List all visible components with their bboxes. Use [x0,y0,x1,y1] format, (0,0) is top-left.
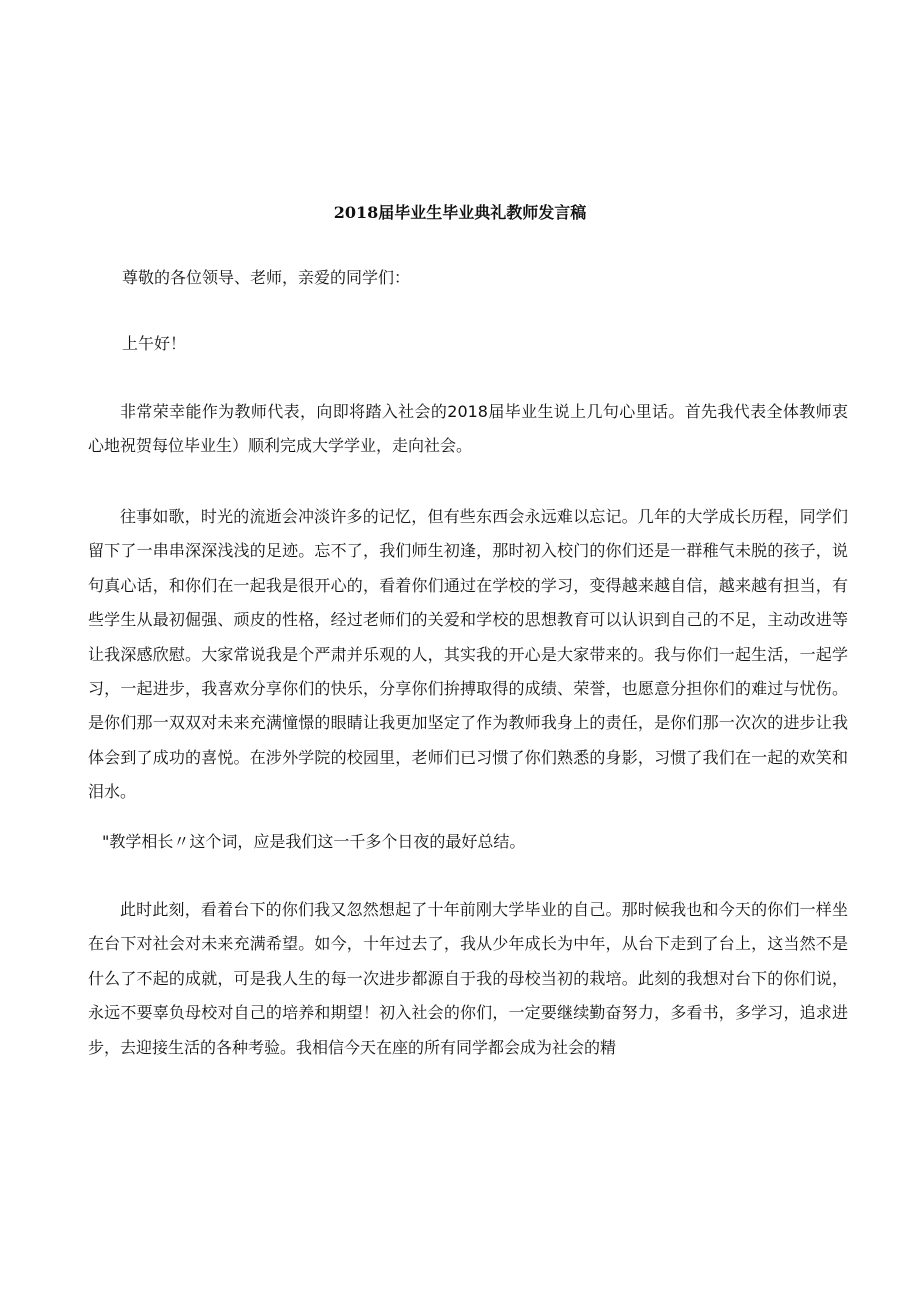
quote-line: "教学相长〃这个词，应是我们这一千多个日夜的最好总结。 [102,832,526,851]
paragraph-3: 此时此刻，看着台下的你们我又忽然想起了十年前刚大学毕业的自己。那时候我也和今天的你们一样坐在台下对社会对未来充满希望。如今，十年过去了，我从少年成长为中年，从台下走到了台上，这当然不是什么了不起的成就，可是我人生的每一次进步都源自于我的母校当初的栽培。此刻的我想对台下的你们说，永远不要辜负母校对自己的培养和期望！初入社会的你们，一定要继续勤奋努力，多看书，多学习，追求进步，去迎接生活的各种考验。我相信今天在座的所有同学都会成为社会的精 [88,900,848,1057]
salutation: 尊敬的各位领导、老师，亲爱的同学们： [122,268,411,287]
paragraph-2: 往事如歌，时光的流逝会冲淡许多的记忆，但有些东西会永远难以忘记。几年的大学成长历程，同学们留下了一串串深深浅浅的足迹。忘不了，我们师生初逢，那时初入校门的你们还是一群稚气未脱的孩子，说句真心话，和你们在一起我是很开心的，看着你们通过在学校的学习，变得越来越自信，越来越有担当，有些学生从最初倔强、顽皮的性格，经过老师们的关爱和学校的思想教育可以认识到自己的不足，主动改进等让我深感欣慰。大家常说我是个严肃并乐观的人，其实我的开心是大家带来的。我与你们一起生活，一起学习，一起进步，我喜欢分享你们的快乐，分享你们拚搏取得的成绩、荣誉，也愿意分担你们的难过与忧伤。是你们那一双双对未来充满憧憬的眼睛让我更加坚定了作为教师我身上的责任，是你们那一次次的进步让我体会到了成功的喜悦。在涉外学院的校园里，老师们已习惯了你们熟悉的身影，习惯了我们在一起的欢笑和泪水。 [88,507,848,802]
document-title: 2018届毕业生毕业典礼教师发言稿 [333,203,587,222]
greeting: 上午好！ [122,334,187,353]
paragraph-1: 非常荣幸能作为教师代表，向即将踏入社会的2018届毕业生说上几句心里话。首先我代表全体教师衷心地祝贺每位毕业生）顺利完成大学学业，走向社会。 [88,402,848,456]
